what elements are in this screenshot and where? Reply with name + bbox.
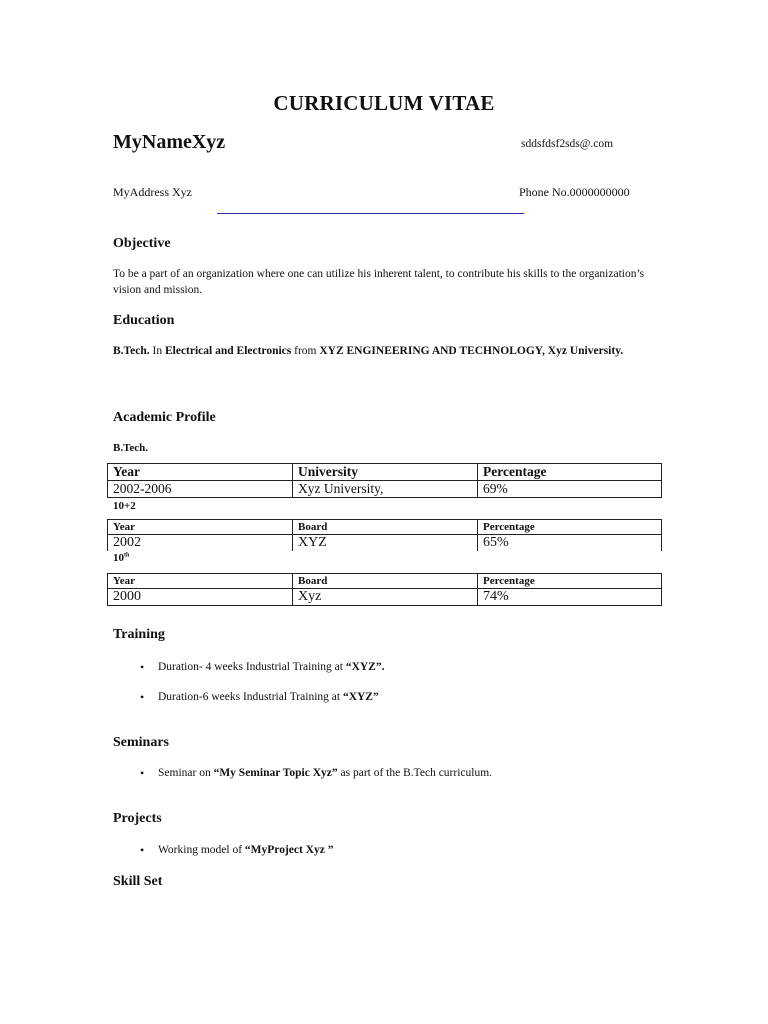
education-text: B.Tech. In Electrical and Electronics from XYZ ENGINEERING AND TECHNOLOGY, Xyz University. bbox=[113, 345, 624, 357]
table-cell: 2002-2006 bbox=[108, 481, 293, 498]
table-header: Board bbox=[293, 520, 478, 535]
table-header: Percentage bbox=[478, 520, 662, 535]
btech-table bbox=[107, 463, 662, 498]
list-item: Seminar on “My Seminar Topic Xyz” as part of the B.Tech curriculum. bbox=[158, 767, 493, 779]
seminars-heading: Seminars bbox=[113, 735, 169, 750]
table-cell: 2000 bbox=[108, 589, 293, 606]
phone-number: Phone No.0000000000 bbox=[519, 185, 630, 199]
table-header: Board bbox=[293, 574, 478, 589]
academic-heading: Academic Profile bbox=[113, 410, 216, 425]
table-cell: 65% bbox=[478, 535, 662, 552]
field: Electrical and Electronics bbox=[164, 345, 292, 357]
header-divider bbox=[217, 213, 524, 214]
bullet-icon: • bbox=[140, 690, 145, 704]
skills-heading: Skill Set bbox=[113, 874, 163, 889]
btech-label: B.Tech. bbox=[113, 442, 149, 454]
tenth-table bbox=[107, 573, 662, 606]
table-header: Percentage bbox=[478, 574, 662, 589]
table-header: Year bbox=[108, 574, 293, 589]
list-item: Working model of “MyProject Xyz ” bbox=[158, 844, 334, 856]
table-cell: 74% bbox=[478, 589, 662, 606]
tenth-label: 10th bbox=[113, 552, 130, 564]
table-header: Year bbox=[108, 464, 293, 481]
institute: XYZ ENGINEERING AND TECHNOLOGY, Xyz University. bbox=[319, 345, 624, 357]
table-header: Percentage bbox=[478, 464, 662, 481]
training-heading: Training bbox=[113, 627, 165, 642]
list-item: Duration-6 weeks Industrial Training at “XYZ” bbox=[158, 691, 379, 703]
table-header: University bbox=[293, 464, 478, 481]
email-address: sddsfdsf2sds@.com bbox=[521, 138, 614, 150]
table-cell: Xyz University, bbox=[293, 481, 478, 498]
twelfth-label: 10+2 bbox=[113, 500, 136, 512]
objective-text: To be a part of an organization where one can utilize his inherent talent, to contribute his skills to the organization’s vision and mission. bbox=[113, 268, 645, 296]
table-cell: Xyz bbox=[293, 589, 478, 606]
bullet-icon: • bbox=[140, 843, 145, 857]
education-heading: Education bbox=[113, 313, 175, 328]
bullet-icon: • bbox=[140, 660, 145, 674]
table-cell: XYZ bbox=[293, 535, 478, 552]
table-cell: 69% bbox=[478, 481, 662, 498]
table-cell: 2002 bbox=[108, 535, 293, 552]
projects-heading: Projects bbox=[113, 811, 162, 826]
twelfth-table bbox=[107, 519, 662, 551]
objective-heading: Objective bbox=[113, 236, 171, 251]
candidate-name: MyNameXyz bbox=[113, 131, 226, 153]
bullet-icon: • bbox=[140, 766, 145, 780]
document-title: CURRICULUM VITAE bbox=[273, 91, 495, 115]
list-item: Duration- 4 weeks Industrial Training at “XYZ”. bbox=[158, 661, 385, 673]
postal-address: MyAddress Xyz bbox=[113, 185, 192, 199]
degree: B.Tech. bbox=[113, 345, 150, 357]
table-header: Year bbox=[108, 520, 293, 535]
